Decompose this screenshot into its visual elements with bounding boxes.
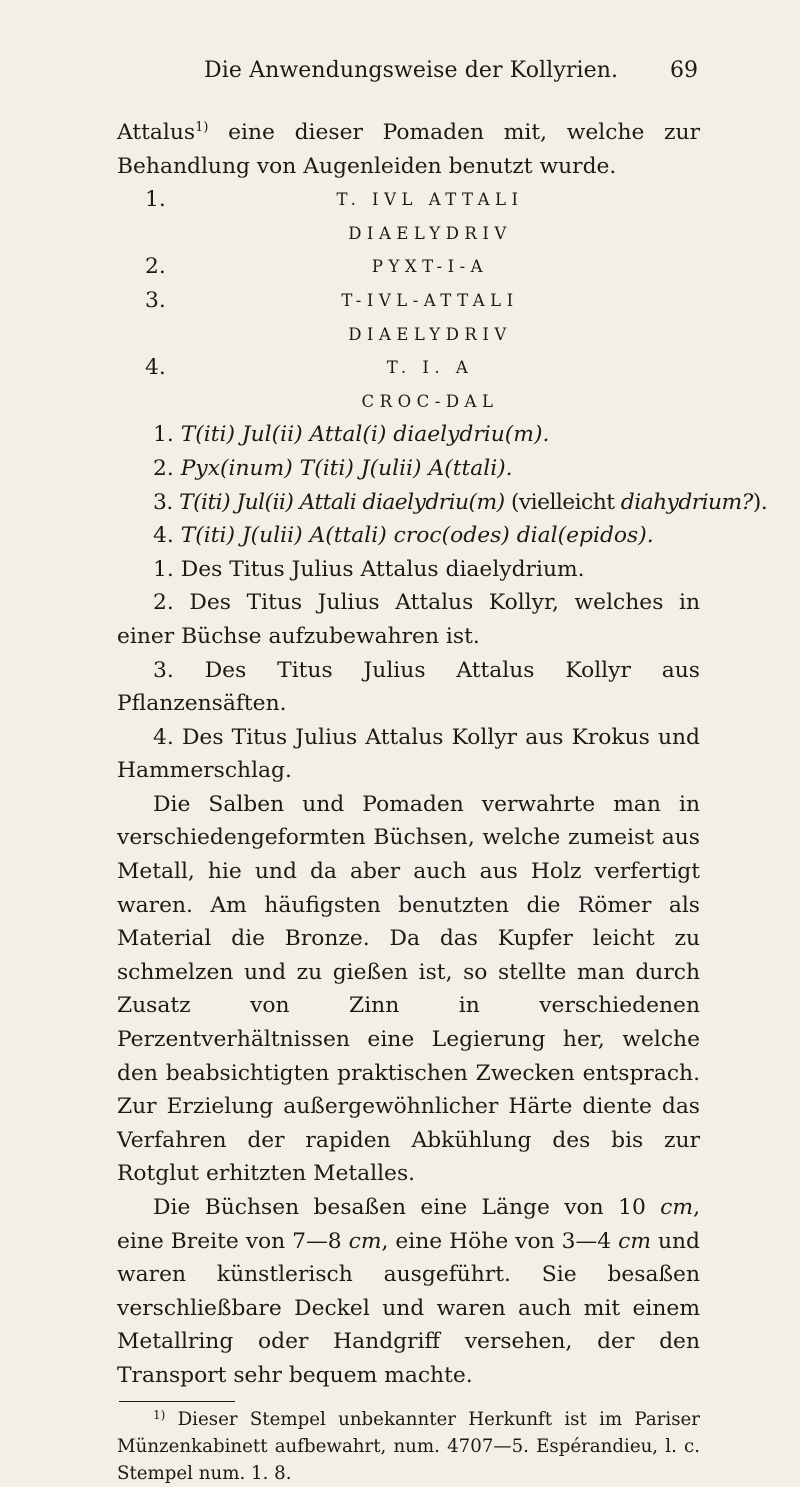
stamp-text: T-IVL-ATTALI [341, 290, 519, 310]
intro-paragraph [117, 116, 700, 183]
expansion-2: 2. Pyx(inum) T(iti) J(ulii) A(ttali). [153, 455, 513, 481]
page-number: 69 [670, 58, 698, 83]
footnote [117, 1402, 700, 1487]
expansion-3: 3. T(iti) Jul(ii) Attali diaelydriu(m) (vielleicht diahydrium?). [153, 489, 768, 515]
translation-3: 3. Des Titus Julius Attalus Kollyr aus Pflanzensäften. [117, 657, 700, 717]
stamp-text: T. I. A [386, 358, 474, 378]
translations [117, 553, 700, 788]
stamp-4-line-1 [117, 351, 700, 385]
footnote-text: Dieser Stempel unbekannter Herkunft ist im Pariser Münzenkabinett aufbewahrt, num. 4707—5. Espérandieu, l. c. Stempel num. 1. 8. [117, 1408, 700, 1484]
intro-text: eine dieser Pomaden mit, welche zur Behandlung von Augenleiden benutzt wurde. [117, 120, 700, 179]
unit: cm [618, 1228, 651, 1254]
translation-2: 2. Des Titus Julius Attalus Kollyr, welches in einer Büchse aufzubewahren ist. [117, 590, 700, 649]
stamp-text: DIAELYDRIV [348, 223, 512, 243]
stamp-text: PYXT-I-A [371, 257, 489, 277]
stamp-expansions [117, 418, 768, 552]
stamp-text: DIAELYDRIV [348, 324, 512, 344]
expansion-4: 4. T(iti) J(ulii) A(ttali) croc(odes) dial(epidos). [153, 523, 654, 549]
stamp-text: CROC-DAL [361, 391, 499, 411]
stamp-1-line-1 [117, 183, 700, 217]
stamp-text: T. IVL ATTALI [336, 190, 524, 210]
intro-lead: Attalus [117, 120, 196, 145]
translation-1: 1. Des Titus Julius Attalus diaelydrium. [153, 556, 585, 582]
running-title: Die Anwendungsweise der Kollyrien. [204, 58, 619, 83]
stamp-3-line-2 [117, 318, 700, 352]
paragraph-dimensions: Die Büchsen besaßen eine Länge von 10 cm, eine Breite von 7—8 cm, eine Höhe von 3—4 cm und waren künstlerisch ausgeführt. Sie besaßen verschließbare Deckel und waren auch mit einem Metallring oder Handgriff versehen, der den Transport sehr bequem machte. [117, 1195, 700, 1388]
unit: cm [348, 1228, 382, 1254]
stamp-3-line-1 [117, 284, 700, 318]
footnote-ref: 1) [195, 120, 209, 135]
paragraph-material: Die Salben und Pomaden verwahrte man in verschiedengeformten Büchsen, welche zumeist aus Metall, hie und da aber auch aus Holz verfertigt waren. Am häufigsten benutzten die Römer als Material die Bronze. Da das Kupfer leicht zu schmelzen und zu gießen ist, so stellte man durch Zusatz von Zinn in verschiedenen Perzentverhältnissen eine Legierung her, welche den beabsichtigten praktischen Zwecken entsprach. Zur Erzielung außergewöhnlicher Härte diente das Verfahren der rapiden Abkühlung des bis zur Rotglut erhitzten Metalles. [117, 791, 700, 1187]
stamp-number: 1. [145, 187, 166, 213]
expansion-1: 1. T(iti) Jul(ii) Attal(i) diaelydriu(m). [153, 422, 550, 448]
stamp-1-line-2 [117, 217, 700, 251]
stamp-number: 3. [145, 287, 166, 313]
stamp-2-line-1 [117, 250, 700, 284]
page-body [117, 116, 768, 1487]
stamp-inscriptions [117, 183, 700, 418]
stamp-number: 4. [145, 355, 166, 381]
unit: cm [660, 1195, 694, 1220]
footnote-marker: 1) [153, 1407, 166, 1422]
translation-4: 4. Des Titus Julius Attalus Kollyr aus Krokus und Hammerschlag. [117, 724, 700, 784]
stamp-number: 2. [145, 254, 166, 280]
stamp-4-line-2 [117, 385, 700, 419]
